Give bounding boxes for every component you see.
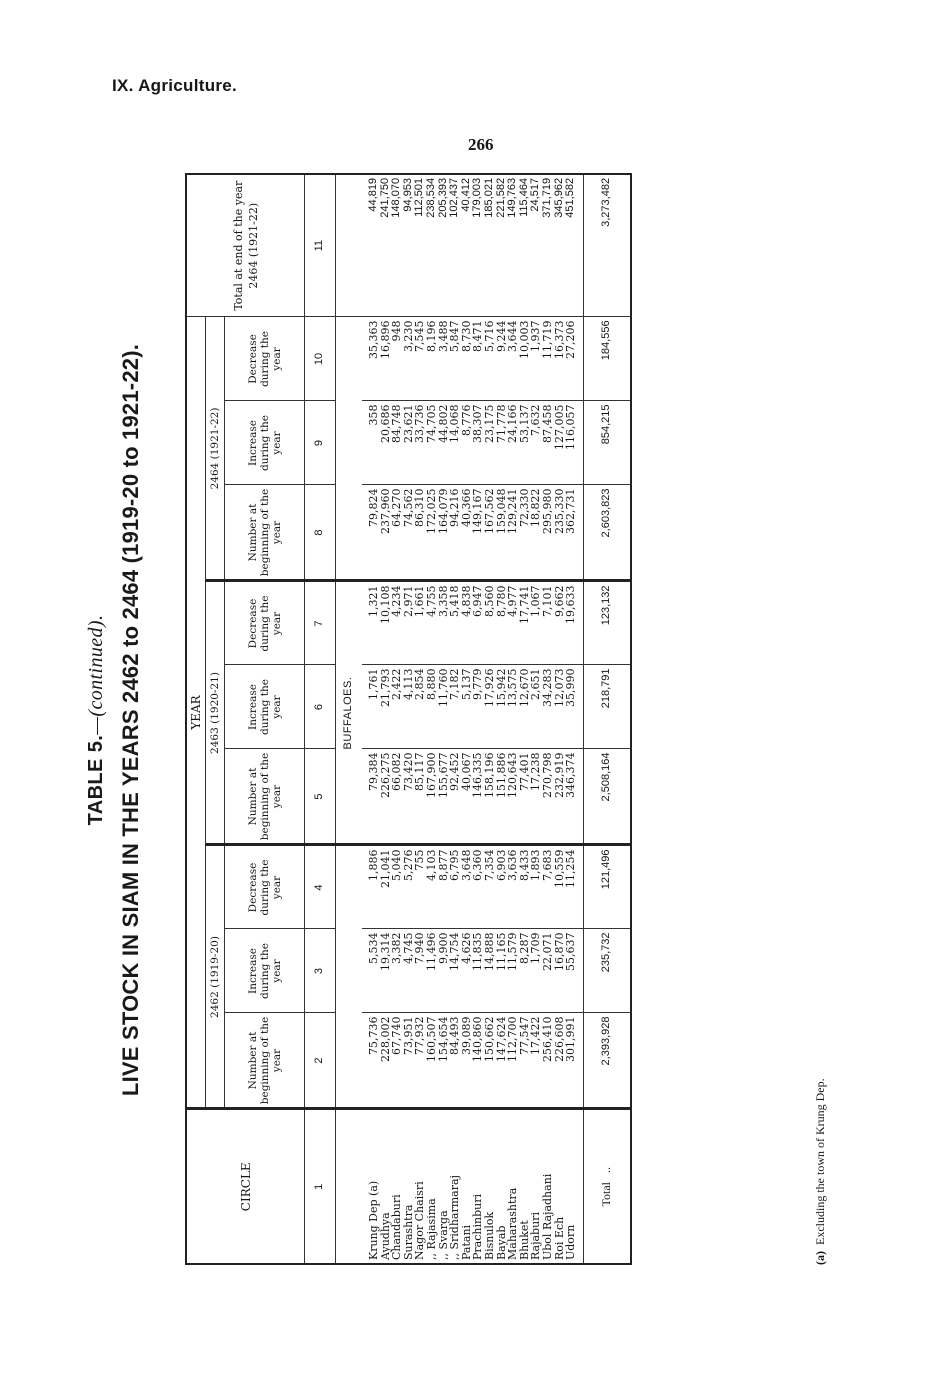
table-cell: 4,745 xyxy=(403,929,415,1013)
table-cell: 237,960 xyxy=(380,485,392,581)
footnote-label: (a) xyxy=(813,1251,827,1265)
table-cell: 11,760 xyxy=(438,665,450,749)
total-cell: 2,393,928 xyxy=(583,1013,631,1109)
table-cell: 11,835 xyxy=(472,929,484,1013)
table-cell: 27,206 xyxy=(565,317,577,401)
table-cell: 8,433 xyxy=(519,845,531,929)
table-cell: 4,113 xyxy=(403,665,415,749)
table-cell: 1,761 xyxy=(368,665,380,749)
table-cell: 15,942 xyxy=(496,665,508,749)
col5-header: Number at beginning of the year xyxy=(225,749,305,845)
table-cell: 16,896 xyxy=(380,317,392,401)
table-cell: 6,903 xyxy=(496,845,508,929)
table-cell: 7,683 xyxy=(542,845,554,929)
column-number: 6 xyxy=(305,665,336,749)
table-cell: 755 xyxy=(414,845,426,929)
column-number: 11 xyxy=(305,174,336,317)
col8-header: Number at beginning of the year xyxy=(225,485,305,581)
table-cell: 3,358 xyxy=(438,581,450,665)
circle-name: Rajaburi xyxy=(530,1109,542,1264)
table-cell: 44,819 xyxy=(368,174,380,317)
col10-header: Decrease during the year xyxy=(225,317,305,401)
table-cell: 73,951 xyxy=(403,1013,415,1109)
table-cell: 140,860 xyxy=(472,1013,484,1109)
table-cell: 5,847 xyxy=(449,317,461,401)
table-cell: 301,991 xyxy=(565,1013,577,1109)
col7-header: Decrease during the year xyxy=(225,581,305,665)
circle-name: Nagor Chaisri xyxy=(414,1109,426,1264)
table-cell: 17,741 xyxy=(519,581,531,665)
table-cell: 154,654 xyxy=(438,1013,450,1109)
table-cell: 87,458 xyxy=(542,401,554,485)
table-cell: 86,310 xyxy=(414,485,426,581)
table-cell: 7,632 xyxy=(530,401,542,485)
table-title-continued: —(continued). xyxy=(85,614,107,735)
table-row xyxy=(368,174,380,1264)
table-row xyxy=(565,174,577,1264)
blank-cell xyxy=(336,1109,363,1264)
table-row xyxy=(426,174,438,1264)
column-number: 2 xyxy=(305,1013,336,1109)
table-cell: 148,070 xyxy=(391,174,403,317)
table-cell: 66,082 xyxy=(391,749,403,845)
section-heading: IX. Agriculture. xyxy=(112,76,238,95)
table-cell: 102,437 xyxy=(449,174,461,317)
column-number: 4 xyxy=(305,845,336,929)
table-cell: 74,705 xyxy=(426,401,438,485)
table-cell: 22,071 xyxy=(542,929,554,1013)
circle-name: Surashtra xyxy=(403,1109,415,1264)
header-row-2 xyxy=(206,174,225,1264)
table-cell: 94,953 xyxy=(403,174,415,317)
table-title xyxy=(85,175,108,1265)
table-cell: 92,452 xyxy=(449,749,461,845)
table-cell: 85,117 xyxy=(414,749,426,845)
table-cell: 13,575 xyxy=(507,665,519,749)
table-cell: 1,067 xyxy=(530,581,542,665)
table-cell: 8,730 xyxy=(461,317,473,401)
table-cell: 226,275 xyxy=(380,749,392,845)
total-end-header xyxy=(186,174,305,317)
table-cell: 17,422 xyxy=(530,1013,542,1109)
table-cell: 2,971 xyxy=(403,581,415,665)
total-cell: 235,732 xyxy=(583,929,631,1013)
table-cell: 74,562 xyxy=(403,485,415,581)
table-cell: 73,420 xyxy=(403,749,415,845)
circle-name: Ayudhya xyxy=(380,1109,392,1264)
total-cell: 2,508,164 xyxy=(583,749,631,845)
circle-name: ,, Rajasima xyxy=(426,1109,438,1264)
page-number: 266 xyxy=(468,135,494,154)
rotated-table-page xyxy=(85,175,827,1265)
column-number: 9 xyxy=(305,401,336,485)
table-row xyxy=(542,174,554,1264)
table-title-block xyxy=(85,175,144,1265)
table-cell: 7,545 xyxy=(414,317,426,401)
circle-header: CIRCLE xyxy=(186,1109,305,1264)
table-cell: 84,493 xyxy=(449,1013,461,1109)
table-cell: 120,643 xyxy=(507,749,519,845)
table-cell: 10,003 xyxy=(519,317,531,401)
table-cell: 270,798 xyxy=(542,749,554,845)
table-cell: 10,108 xyxy=(380,581,392,665)
table-cell: 75,736 xyxy=(368,1013,380,1109)
livestock-table xyxy=(185,173,632,1265)
table-cell: 77,547 xyxy=(519,1013,531,1109)
table-cell: 20,686 xyxy=(380,401,392,485)
total-cell: 184,556 xyxy=(583,317,631,401)
table-cell: 3,382 xyxy=(391,929,403,1013)
table-cell: 34,283 xyxy=(542,665,554,749)
table-cell: 8,880 xyxy=(426,665,438,749)
table-cell: 164,079 xyxy=(438,485,450,581)
table-cell: 129,241 xyxy=(507,485,519,581)
table-cell: 11,254 xyxy=(565,845,577,929)
table-cell: 2,854 xyxy=(414,665,426,749)
table-cell: 235,330 xyxy=(554,485,566,581)
table-cell: 64,270 xyxy=(391,485,403,581)
table-cell: 1,893 xyxy=(530,845,542,929)
year-header: YEAR xyxy=(186,317,206,1109)
circle-name: Roi Ech xyxy=(554,1109,566,1264)
table-cell: 205,393 xyxy=(438,174,450,317)
table-cell: 3,648 xyxy=(461,845,473,929)
table-cell: 53,137 xyxy=(519,401,531,485)
table-cell: 5,040 xyxy=(391,845,403,929)
circle-name: ,, Svarga xyxy=(438,1109,450,1264)
year-2462-header: 2462 (1919-20) xyxy=(206,845,225,1109)
table-cell: 116,057 xyxy=(565,401,577,485)
column-number: 7 xyxy=(305,581,336,665)
table-cell: 4,755 xyxy=(426,581,438,665)
table-cell: 40,067 xyxy=(461,749,473,845)
table-cell: 24,517 xyxy=(530,174,542,317)
table-cell: 17,926 xyxy=(484,665,496,749)
table-cell: 10,559 xyxy=(554,845,566,929)
table-cell: 5,418 xyxy=(449,581,461,665)
table-cell: 226,608 xyxy=(554,1013,566,1109)
table-cell: 55,637 xyxy=(565,929,577,1013)
table-cell: 21,041 xyxy=(380,845,392,929)
table-cell: 1,709 xyxy=(530,929,542,1013)
table-cell: 115,464 xyxy=(519,174,531,317)
table-cell: 221,582 xyxy=(496,174,508,317)
table-cell: 39,089 xyxy=(461,1013,473,1109)
table-cell: 172,025 xyxy=(426,485,438,581)
table-cell: 77,932 xyxy=(414,1013,426,1109)
table-cell: 5,276 xyxy=(403,845,415,929)
table-cell: 16,373 xyxy=(554,317,566,401)
table-cell: 71,778 xyxy=(496,401,508,485)
table-cell: 160,507 xyxy=(426,1013,438,1109)
table-cell: 14,068 xyxy=(449,401,461,485)
table-cell: 179,003 xyxy=(472,174,484,317)
table-cell: 167,562 xyxy=(484,485,496,581)
table-cell: 3,636 xyxy=(507,845,519,929)
circle-name: Bhuket xyxy=(519,1109,531,1264)
table-cell: 18,822 xyxy=(530,485,542,581)
table-cell: 17,238 xyxy=(530,749,542,845)
table-cell: 150,662 xyxy=(484,1013,496,1109)
table-cell: 8,877 xyxy=(438,845,450,929)
circle-name: Krung Dep (a) xyxy=(368,1109,380,1264)
table-cell: 12,670 xyxy=(519,665,531,749)
total-label xyxy=(583,1109,631,1264)
table-cell: 5,716 xyxy=(484,317,496,401)
circle-name: Maharashtra xyxy=(507,1109,519,1264)
table-cell: 21,793 xyxy=(380,665,392,749)
col9-header: Increase during the year xyxy=(225,401,305,485)
table-cell: 7,354 xyxy=(484,845,496,929)
table-cell: 9,779 xyxy=(472,665,484,749)
table-cell: 112,700 xyxy=(507,1013,519,1109)
table-cell: 241,750 xyxy=(380,174,392,317)
table-cell: 149,167 xyxy=(472,485,484,581)
table-cell: 8,287 xyxy=(519,929,531,1013)
table-cell: 11,165 xyxy=(496,929,508,1013)
col3-header: Increase during the year xyxy=(225,929,305,1013)
table-cell: 40,412 xyxy=(461,174,473,317)
table-cell: 7,101 xyxy=(542,581,554,665)
table-cell: 2,422 xyxy=(391,665,403,749)
table-cell: 149,763 xyxy=(507,174,519,317)
section-row xyxy=(336,174,363,1264)
table-cell: 79,824 xyxy=(368,485,380,581)
col2-header: Number at beginning of the year xyxy=(225,1013,305,1109)
blank-cell xyxy=(336,845,363,1109)
total-cell: 3,273,482 xyxy=(583,174,631,317)
table-cell: 9,244 xyxy=(496,317,508,401)
table-cell: 371,719 xyxy=(542,174,554,317)
table-cell: 11,496 xyxy=(426,929,438,1013)
blank-cell xyxy=(336,317,363,581)
table-cell: 40,366 xyxy=(461,485,473,581)
table-cell: 158,196 xyxy=(484,749,496,845)
table-cell: 72,330 xyxy=(519,485,531,581)
total-label-text: Total xyxy=(598,1182,613,1207)
table-cell: 4,977 xyxy=(507,581,519,665)
col6-header: Increase during the year xyxy=(225,665,305,749)
table-foot xyxy=(583,174,631,1264)
table-cell: 19,633 xyxy=(565,581,577,665)
blank-cell xyxy=(336,174,363,317)
table-cell: 12,073 xyxy=(554,665,566,749)
table-cell: 185,021 xyxy=(484,174,496,317)
table-cell: 14,754 xyxy=(449,929,461,1013)
column-number-row xyxy=(305,174,336,1264)
table-cell: 23,621 xyxy=(403,401,415,485)
table-cell: 146,335 xyxy=(472,749,484,845)
table-cell: 38,307 xyxy=(472,401,484,485)
table-cell: 19,314 xyxy=(380,929,392,1013)
table-cell: 16,870 xyxy=(554,929,566,1013)
table-cell: 6,947 xyxy=(472,581,484,665)
table-cell: 11,719 xyxy=(542,317,554,401)
table-cell: 256,410 xyxy=(542,1013,554,1109)
column-number: 8 xyxy=(305,485,336,581)
circle-name: ,, Sridharmaraj xyxy=(449,1109,461,1264)
total-end-header-text: Total at end of the year 2464 (1921-22) xyxy=(231,180,260,311)
table-cell: 127,005 xyxy=(554,401,566,485)
table-cell: 147,624 xyxy=(496,1013,508,1109)
table-cell: 3,230 xyxy=(403,317,415,401)
header-row-1 xyxy=(186,174,206,1264)
total-cell: 854,215 xyxy=(583,401,631,485)
table-row xyxy=(484,174,496,1264)
table-cell: 346,374 xyxy=(565,749,577,845)
footnote-text: Excluding the town of Krung Dep. xyxy=(813,1078,827,1245)
circle-name: Bayab xyxy=(496,1109,508,1264)
table-cell: 4,234 xyxy=(391,581,403,665)
table-cell: 6,795 xyxy=(449,845,461,929)
table-cell: 3,488 xyxy=(438,317,450,401)
table-cell: 4,626 xyxy=(461,929,473,1013)
table-body xyxy=(362,174,583,1264)
total-cell: 218,791 xyxy=(583,665,631,749)
total-cell: 123,132 xyxy=(583,581,631,665)
table-cell: 8,560 xyxy=(484,581,496,665)
table-cell: 23,175 xyxy=(484,401,496,485)
table-cell: 8,196 xyxy=(426,317,438,401)
year-2463-header: 2463 (1920-21) xyxy=(206,581,225,845)
table-cell: 151,886 xyxy=(496,749,508,845)
table-cell: 2,651 xyxy=(530,665,542,749)
table-cell: 77,401 xyxy=(519,749,531,845)
table-cell: 84,748 xyxy=(391,401,403,485)
table-cell: 295,980 xyxy=(542,485,554,581)
table-cell: 238,534 xyxy=(426,174,438,317)
table-cell: 6,360 xyxy=(472,845,484,929)
table-cell: 1,886 xyxy=(368,845,380,929)
section-label-buffaloes: BUFFALOES. xyxy=(336,581,363,845)
total-cell: 2,603,823 xyxy=(583,485,631,581)
table-cell: 79,384 xyxy=(368,749,380,845)
table-cell: 8,776 xyxy=(461,401,473,485)
table-cell: 8,780 xyxy=(496,581,508,665)
column-number: 3 xyxy=(305,929,336,1013)
table-cell: 4,103 xyxy=(426,845,438,929)
table-cell: 4,838 xyxy=(461,581,473,665)
table-cell: 7,940 xyxy=(414,929,426,1013)
table-cell: 44,802 xyxy=(438,401,450,485)
circle-name: Patani xyxy=(461,1109,473,1264)
table-cell: 8,471 xyxy=(472,317,484,401)
table-cell: 11,579 xyxy=(507,929,519,1013)
table-row xyxy=(449,174,461,1264)
table-cell: 232,919 xyxy=(554,749,566,845)
table-cell: 9,900 xyxy=(438,929,450,1013)
table-cell: 33,736 xyxy=(414,401,426,485)
table-cell: 9,662 xyxy=(554,581,566,665)
table-row xyxy=(507,174,519,1264)
table-cell: 35,990 xyxy=(565,665,577,749)
header-row-3 xyxy=(225,174,305,1264)
footnote xyxy=(813,1078,828,1265)
table-cell: 948 xyxy=(391,317,403,401)
table-cell: 362,731 xyxy=(565,485,577,581)
table-cell: 3,644 xyxy=(507,317,519,401)
table-cell: 1,661 xyxy=(414,581,426,665)
table-cell: 24,166 xyxy=(507,401,519,485)
table-cell: 167,900 xyxy=(426,749,438,845)
table-cell: 228,002 xyxy=(380,1013,392,1109)
circle-name: Udorn xyxy=(565,1109,577,1264)
column-number: 10 xyxy=(305,317,336,401)
total-row xyxy=(583,174,631,1264)
table-cell: 35,363 xyxy=(368,317,380,401)
table-cell: 155,677 xyxy=(438,749,450,845)
table-cell: 1,321 xyxy=(368,581,380,665)
table-subtitle: LIVE STOCK IN SIAM IN THE YEARS 2462 to 2464 (1919-20 to 1921-22). xyxy=(118,343,143,1097)
table-cell: 451,582 xyxy=(565,174,577,317)
table-cell: 112,501 xyxy=(414,174,426,317)
table-cell: 5,534 xyxy=(368,929,380,1013)
table-cell: 5,137 xyxy=(461,665,473,749)
table-cell: 94,216 xyxy=(449,485,461,581)
year-2464-header: 2464 (1921-22) xyxy=(206,317,225,581)
table-cell: 7,182 xyxy=(449,665,461,749)
circle-name: Chandaburi xyxy=(391,1109,403,1264)
circle-name: Bisnulok xyxy=(484,1109,496,1264)
column-number: 5 xyxy=(305,749,336,845)
table-cell: 159,048 xyxy=(496,485,508,581)
table-cell: 1,937 xyxy=(530,317,542,401)
circle-name: Prachinburi xyxy=(472,1109,484,1264)
column-number: 1 xyxy=(305,1109,336,1264)
table-title-main: TABLE 5. xyxy=(85,734,107,826)
total-cell: 121,496 xyxy=(583,845,631,929)
table-head xyxy=(186,174,362,1264)
col4-header: Decrease during the year xyxy=(225,845,305,929)
table-cell: 358 xyxy=(368,401,380,485)
table-cell: 67,740 xyxy=(391,1013,403,1109)
total-label-dots: .. xyxy=(598,1167,613,1173)
circle-name: Ubol Rajadhani xyxy=(542,1109,554,1264)
table-cell: 345,962 xyxy=(554,174,566,317)
table-cell: 14,888 xyxy=(484,929,496,1013)
